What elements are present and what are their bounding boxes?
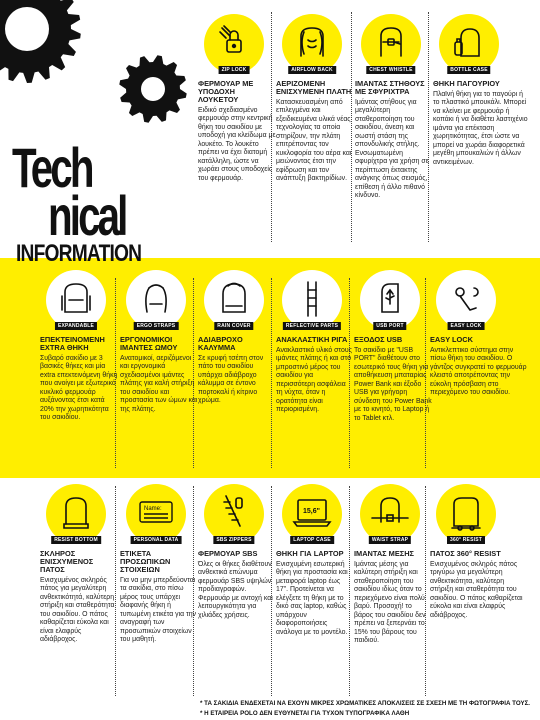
easy-lock-icon (436, 270, 496, 330)
feature-badge: CHEST WHISTLE (366, 66, 415, 74)
reflective-parts-icon (282, 270, 342, 330)
feature-description: Ενισχυμένη εσωτερική θήκη για προστασία και μεταφορά laptop έως 17". Προτείνεται να ελέγξετε τη θήκη με το δικό σας laptop, καθώς υπάρχουν διαφοροποιήσεις ανάλογα με το μοντέλο. (276, 560, 348, 636)
feature-badge: EXPANDABLE (55, 322, 97, 330)
rain-cover-icon (204, 270, 264, 330)
feature-description: Ιμάντας στήθους για μεγαλύτερη σταθεροποίηση του σακιδίου, άνεση και σωστή στάση της σπονδυλικής στήλης. Ενσωματωμένη σφυρίχτρα για χρήση σε περίπτωση έκτακτης ανάγκης όπως σεισμός, επίθεση ή άλλο πιθανό κίνδυνο. (355, 98, 429, 200)
ergo-straps-icon (126, 270, 186, 330)
feature-description: Συβαρό σακίδιο με 3 βασικές θήκες και μία extra επεκτεινόμενη θήκη που ανοίγει με εξωτερικό κυκλικό φερμουάρ αυξάνοντας έτσι κατά 20% την χωρητικότητα του σακιδίου. (40, 354, 118, 422)
title-line-3: INFORMATION (16, 240, 142, 267)
feature-description: Ενισχυμένος σκληρός πάτος για μεγαλύτερη ανθεκτικότητά, καλύτερη στήριξη και σταθερότητα του σακιδίου. Ο πάτος καθαρίζεται εύκολα και είναι ελαφρύς αδιάβροχος. (40, 576, 115, 644)
feature-title: ΠΑΤΟΣ 360° RESIST (430, 549, 501, 558)
feature-title: ΦΕΡΜΟΥΑΡ ΜΕ ΥΠΟΔΟΧΗ ΛΟΥΚΕΤΟΥ (198, 79, 254, 104)
usb-port-icon (360, 270, 420, 330)
feature-title: ΙΜΑΝΤΑΣ ΣΤΗΘΟΥΣ ΜΕ ΣΦΥΡΙΧΤΡΑ (355, 79, 425, 96)
feature-title: ΣΚΛΗΡΟΣ ΕΝΙΣΧΥΜΕΝΟΣ ΠΑΤΟΣ (40, 549, 94, 574)
feature-badge: REFLECTIVE PARTS (283, 322, 341, 330)
title-line-2: nical (48, 184, 126, 247)
feature-airflow-back (276, 14, 354, 184)
feature-badge: WAIST STRAP (369, 536, 411, 544)
footnote-typo: * Η ΕΤΑΙΡΕΙΑ POLO ΔΕΝ ΕΥΘΥΝΕΤΑΙ ΓΙΑ ΤΥΧΟΝ ΤΥΠΟΓΡΑΦΙΚΑ ΛΑΘΗ (200, 710, 410, 717)
feature-title: ΕΡΓΟΝΟΜΙΚΟΙ ΙΜΑΝΤΕΣ ΩΜΟΥ (120, 335, 178, 352)
feature-title: ΕΤΙΚΕΤΑ ΠΡΟΣΩΠΙΚΩΝ ΣΤΟΙΧΕΙΩΝ (120, 549, 171, 574)
feature-badge: USB PORT (373, 322, 406, 330)
feature-title: ΑΝΑΚΛΑΣΤΙΚΗ ΡΙΓΑ (276, 335, 348, 344)
feature-badge: PERSONAL DATA (131, 536, 182, 544)
feature-expandable (40, 270, 118, 423)
feature-title: ΑΕΡΙΖΟΜΕΝΗ ΕΝΙΣΧΥΜΕΝΗ ΠΛΑΤΗ (276, 79, 352, 96)
large-gear-icon (0, 0, 82, 84)
feature-badge: RAIN COVER (214, 322, 253, 330)
waist-strap-icon (360, 484, 420, 544)
feature-laptop-case (276, 484, 354, 637)
name-tag-label: Name: (144, 506, 162, 512)
feature-description: Ενισχυμένος σκληρός πάτος τριγύρω για μεγαλύτερη ανθεκτικότητα, καλύτερη στήριξη και σταθερότητα του σακιδίου. Ο πάτος καθαρίζεται εύκολα και είναι ελαφρύς αδιάβροχος. (430, 560, 523, 619)
sbs-zippers-icon (204, 484, 264, 544)
feature-waist-strap (354, 484, 432, 646)
feature-rain-cover (198, 270, 276, 406)
feature-title: ΕΞΟΔΟΣ USB (354, 335, 403, 344)
feature-reflective-parts (276, 270, 354, 415)
footnote-colors: * ΤΑ ΣΑΚΙΔΙΑ ΕΝΔΕΧΕΤΑΙ ΝΑ ΕΧΟΥΝ ΜΙΚΡΕΣ ΧΡΩΜΑΤΙΚΕΣ ΑΠΟΚΛΙΣΕΙΣ ΣΕ ΣΧΕΣΗ ΜΕ ΤΗ ΦΩΤΟΓΡΑΦΙΑ ΤΟΥΣ. (200, 700, 531, 707)
feature-bottle-case (433, 14, 529, 167)
feature-description: Το σακίδιο με "USB PORT" διαθέτουν στο εσωτερικό τους θήκη για αποθήκευση μπαταρίας Power Bank και έξοδο USB για γρήγορη σύνδεση του Power Bank με το κινητό, το Laptop ή το Tablet κτλ. (354, 346, 432, 422)
title-line-1: Tech (12, 136, 92, 199)
feature-title: ΦΕΡΜΟΥΑΡ SBS (198, 549, 258, 558)
feature-badge: LAPTOP CASE (290, 536, 334, 544)
chest-whistle-icon (361, 14, 421, 74)
feature-description: Όλες οι θήκες διαθέτουν ανθεκτικά επώνυμα φερμουάρ SBS υψηλών προδιαγραφών. Φερμουάρ με αντοχή και λειτουργικότητα για χιλιάδες χρήσεις. (198, 560, 273, 619)
feature-personal-data (120, 484, 198, 645)
bottle-case-icon (439, 14, 499, 74)
feature-description: Ειδικό σχεδιασμένο φερμουάρ στην κεντρική θήκη του σακιδίου με υποδοχή για κλείδωμα με λουκέτο. Το λουκέτο πρέπει να έχει διατομή κατάλληλη, ώστε να χωράει στους υποδοχείς του φερμουάρ. (198, 106, 276, 182)
resist-bottom-icon (46, 484, 106, 544)
laptop-size-label: 15,6" (303, 508, 320, 515)
feature-title: ΑΔΙΑΒΡΟΧΟ ΚΑΛΥΜΜΑ (198, 335, 243, 352)
small-gear-icon (118, 54, 188, 124)
feature-usb-port (354, 270, 432, 423)
feature-description: Πλαϊνή θήκη για το παγούρι ή το πλαστικό μπουκάλι. Μπορεί να κλείνει με φερμουάρ ή κοπάκι ή να διαθέτει λαστιχένιο ιμάντα για επέκταση χωρητικότητας, έτσι ώστε να μπορεί να χωράει διαφορετικά μεγέθη μπουκαλιών ή άλλων αντικειμένων. (433, 90, 528, 166)
feature-sbs-zippers (198, 484, 276, 620)
feature-title: ΕΠΕΚΤΕΙΝΟΜΕΝΗ EXTRA ΘΗΚΗ (40, 335, 105, 352)
feature-title: ΘΗΚΗ ΓΙΑ LAPTOP (276, 549, 344, 558)
feature-badge: BOTTLE CASE (447, 66, 490, 74)
feature-easy-lock (430, 270, 530, 398)
feature-badge: EASY LOCK (448, 322, 485, 330)
personal-data-icon (126, 484, 186, 544)
feature-badge: 360° RESIST (447, 536, 485, 544)
feature-description: Για να μην μπερδεύονται τα σακίδια, στο πίσω μέρος τους υπάρχει διαφανής θήκη ή τυπωμένη ετικέτα για την αναγραφή των προσωπικών στοιχείων του μαθητή. (120, 576, 196, 644)
feature-badge: ZIP LOCK (219, 66, 250, 74)
feature-description: Αντικλεπτικο σύστημα στην πίσω θήκη του σακιδίου. Ο γάντζος συγκρατεί το φερμουάρ κλειστό αποτρέποντας την εύκολη πρόσβαση στο περιεχόμενο του σακιδίου. (430, 346, 527, 397)
expandable-icon (46, 270, 106, 330)
feature-title: ΘΗΚΗ ΠΑΓΟΥΡΙΟΥ (433, 79, 500, 88)
feature-description: Ιμάντας μέσης για καλύτερη στήριξη και σταθεροποίηση του σακιδίου ιδίως όταν το περιεχόμενο είναι πολύ βαρύ. Προσοχή! το βάρος του σακιδίου δεν πρέπει να ξεπερνάει το 15% του βάρους του παιδιού. (354, 560, 426, 645)
feature-description: Ανατομικοί, αεριζόμενοι και εργονομικά σχεδιασμένοι ιμάντες πλάτης για καλή στήριξη του σακιδίου και προστασία των ώμων και της πλάτης. (120, 354, 198, 413)
airflow-back-icon (282, 14, 342, 74)
feature-ergo-straps (120, 270, 198, 414)
feature-badge: SBS ZIPPERS (213, 536, 254, 544)
zip-lock-icon (204, 14, 264, 74)
feature-description: Σε κρυφή τσέπη στον πάτο του σακιδίου υπάρχει αδιάβροχο κάλυμμα σε έντονο πορτοκαλί ή κίτρινο χρώμα. (198, 354, 264, 405)
feature-chest-whistle (355, 14, 433, 201)
feature-badge: ERGO STRAPS (134, 322, 179, 330)
feature-badge: RESIST BOTTOM (51, 536, 101, 544)
feature-resist-bottom (40, 484, 118, 645)
feature-description: Κατασκευασμένη από επιλεγμένα και εξειδικευμένα υλικά νέας τεχνολογίας τα οποία στηρίζουν, την πλάτη επιτρέποντας τον κυκλοφορία του αέρα και μειώνοντας έτσι την εφίδρωση και τον ανάπτυξη βακτηρίδίων. (276, 98, 352, 183)
feature-description: Ανακλαστικό υλικό στους ιμάντες πλάτης ή και στο μπροστινό μέρος του σακιδίου για περισσότερη ασφάλεια τη νύχτα, όταν η ορατότητα είναι περιορισμένη. (276, 346, 352, 414)
feature-zip-lock (198, 14, 276, 183)
resist-360-icon (436, 484, 496, 544)
feature-360-resist (430, 484, 526, 620)
feature-badge: AIRFLOW BACK (288, 66, 336, 74)
laptop-case-icon (282, 484, 342, 544)
feature-title: ΙΜΑΝΤΑΣ ΜΕΣΗΣ (354, 549, 414, 558)
feature-title: EASY LOCK (430, 335, 473, 344)
